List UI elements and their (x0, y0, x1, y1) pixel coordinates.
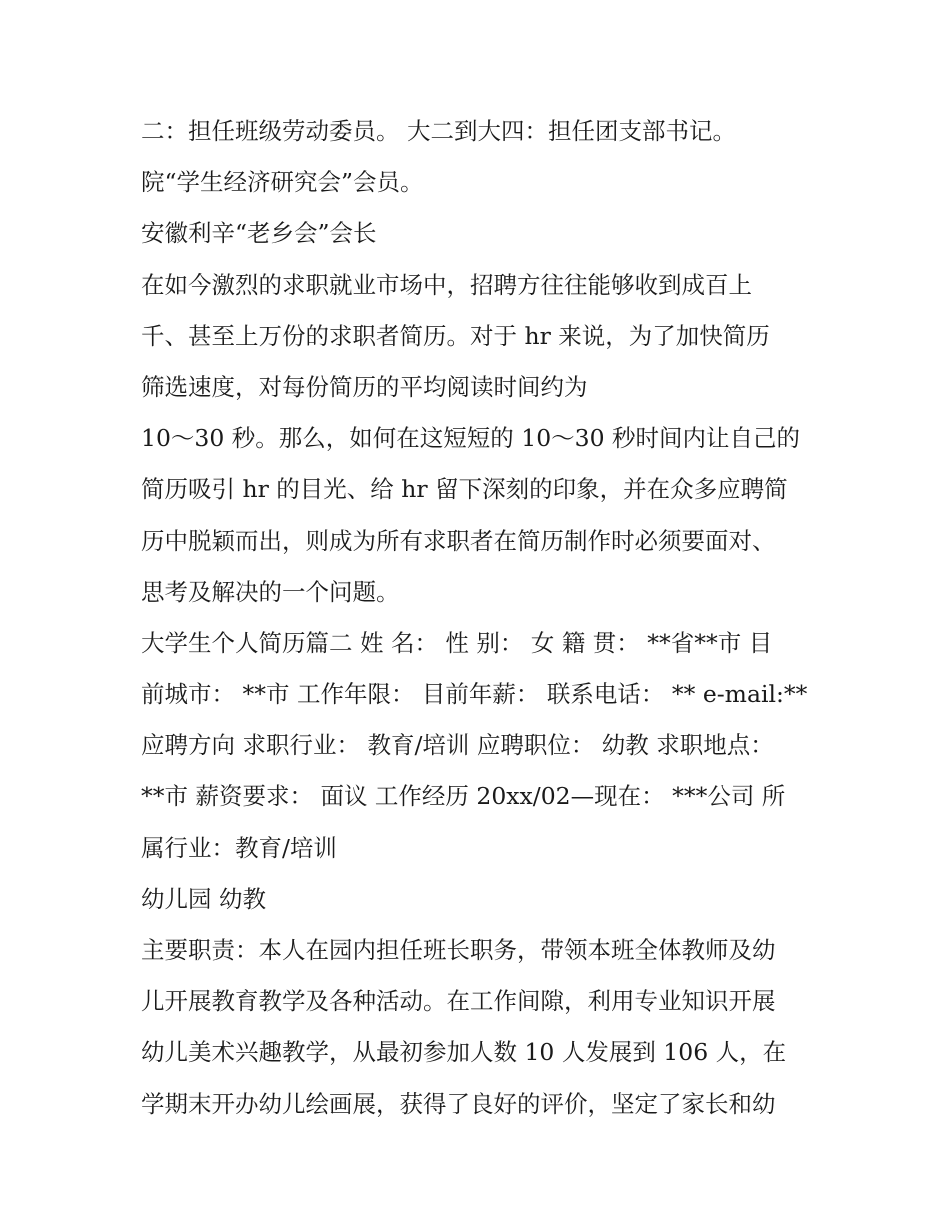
text-line: 幼儿美术兴趣教学，从最初参加人数 10 人发展到 106 人，在 (141, 1038, 787, 1067)
text-line: 幼儿园 幼教 (141, 884, 266, 913)
text-line: 大学生个人简历篇二 姓 名： 性 别： 女 籍 贯： **省**市 目 (141, 628, 773, 657)
text-line: 在如今激烈的求职就业市场中，招聘方往往能够收到成百上 (141, 270, 752, 299)
text-line: 前城市： **市 工作年限： 目前年薪： 联系电话： ** e-mail:** (141, 680, 808, 709)
text-line: 院“学生经济研究会”会员。 (141, 168, 424, 197)
text-line: **市 薪资要求： 面议 工作经历 20xx/02—现在： ***公司 所 (141, 782, 786, 811)
text-line: 思考及解决的一个问题。 (141, 577, 400, 606)
text-line: 筛选速度，对每份简历的平均阅读时间约为 (141, 372, 588, 401)
text-line: 二：担任班级劳动委员。 大二到大四：担任团支部书记。 (141, 117, 736, 145)
text-line: 应聘方向 求职行业： 教育/培训 应聘职位： 幼教 求职地点： (141, 731, 774, 760)
text-line: 属行业：教育/培训 (141, 833, 337, 862)
text-line: 千、甚至上万份的求职者简历。对于 hr 来说，为了加快简历 (141, 321, 770, 350)
text-line: 儿开展教育教学及各种活动。在工作间隙，利用专业知识开展 (141, 987, 776, 1016)
document-body (141, 106, 821, 1130)
text-line: 主要职责：本人在园内担任班长职务，带领本班全体教师及幼 (141, 936, 776, 964)
text-line: 简历吸引 hr 的目光、给 hr 留下深刻的印象，并在众多应聘简 (141, 475, 788, 504)
text-line: 历中脱颖而出，则成为所有求职者在简历制作时必须要面对、 (141, 526, 776, 555)
text-line: 10～30 秒。那么，如何在这短短的 10～30 秒时间内让自己的 (141, 424, 801, 453)
text-line: 安徽利辛“老乡会”会长 (141, 219, 377, 248)
text-line: 学期末开办幼儿绘画展，获得了良好的评价，坚定了家长和幼 (141, 1089, 776, 1118)
